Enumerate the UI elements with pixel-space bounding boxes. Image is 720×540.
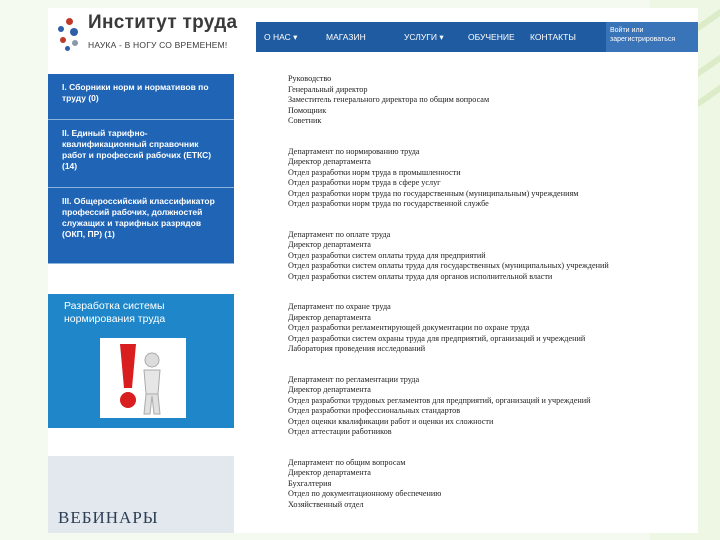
list-item: Отдел разработки норм труда по государственным (муниципальным) учреждениям — [288, 188, 579, 198]
list-item: Генеральный директор — [288, 84, 368, 94]
sidebar-item-okpdtr[interactable]: III. Общероссийский классификатор профессий рабочих, должностей служащих и тарифных разрядов (ОКП, ПР) (1) — [48, 188, 234, 264]
promo-title: Разработка системы нормирования труда — [64, 300, 166, 325]
list-item: Отдел оценки квалификации работ и оценки их сложности — [288, 416, 494, 426]
list-item: Отдел разработки систем оплаты труда для государственных (муниципальных) учреждений — [288, 261, 609, 270]
list-item: Помощник — [288, 105, 327, 115]
list-item: Отдел разработки трудовых регламентов для предприятий, организаций и учреждений — [288, 395, 591, 405]
group-regulation — [288, 375, 688, 438]
list-item: Лаборатория проведения исследований — [288, 344, 426, 353]
structure-content — [288, 74, 688, 510]
list-item: Директор департамента — [288, 157, 371, 166]
nav-item-training[interactable]: ОБУЧЕНИЕ — [468, 32, 515, 42]
main-nav — [256, 22, 698, 52]
group-norming — [288, 147, 688, 210]
list-item: Хозяйственный отдел — [288, 499, 364, 509]
list-item: Отдел разработки систем охраны труда для предприятий, организаций и учреждений — [288, 333, 586, 343]
list-item: Отдел разработки норм труда в промышленности — [288, 167, 461, 177]
group-payment — [288, 230, 688, 283]
exclamation-figure-icon — [100, 338, 186, 418]
nav-item-shop[interactable]: МАГАЗИН — [326, 32, 366, 42]
list-item: Директор департамента — [288, 312, 371, 322]
webpage-screenshot — [48, 8, 698, 533]
dept-heading: Департамент по регламентации труда — [288, 374, 420, 384]
list-item: Директор департамента — [288, 468, 371, 477]
list-item: Отдел разработки норм труда в сфере услуг — [288, 178, 441, 187]
logo-title: Институт труда — [88, 12, 238, 33]
chevron-down-icon: ▾ — [293, 32, 298, 42]
list-item: Отдел аттестации работников — [288, 427, 392, 436]
dept-heading: Департамент по общим вопросам — [288, 457, 406, 467]
list-item: Отдел разработки норм труда по государственной службе — [288, 199, 489, 208]
nav-item-about[interactable]: О НАС ▾ — [264, 32, 298, 42]
dept-heading: Департамент по нормированию труда — [288, 146, 420, 156]
dept-heading: Департамент по охране труда — [288, 302, 391, 311]
logo-dots-icon — [56, 16, 86, 52]
promo-image — [100, 338, 186, 418]
list-item: Директор департамента — [288, 385, 371, 394]
webinar-title: ВЕБИНАРЫ — [58, 508, 159, 527]
list-item: Отдел разработки систем оплаты труда для органов исполнительной власти — [288, 271, 553, 281]
dept-heading: Руководство — [288, 74, 332, 83]
list-item: Бухгалтерия — [288, 478, 332, 488]
list-item: Советник — [288, 116, 322, 125]
list-item: Отдел разработки профессиональных стандартов — [288, 406, 461, 415]
site-logo[interactable] — [52, 10, 242, 54]
nav-item-contacts[interactable]: КОНТАКТЫ — [530, 32, 576, 42]
list-item: Директор департамента — [288, 240, 371, 249]
catalog-sidebar — [48, 74, 234, 264]
promo-banner[interactable] — [48, 294, 234, 428]
sidebar-item-etks[interactable]: II. Единый тарифно-квалификационный справочник работ и профессий рабочих (ЕТКС) (14) — [48, 120, 234, 188]
dept-heading: Департамент по оплате труда — [288, 229, 391, 239]
login-register-link[interactable]: Войти или зарегистрироваться — [606, 22, 698, 52]
group-general — [288, 458, 688, 511]
group-safety — [288, 302, 688, 355]
list-item: Заместитель генерального директора по общим вопросам — [288, 95, 490, 104]
chevron-down-icon: ▾ — [439, 32, 444, 42]
webinar-block[interactable] — [48, 456, 234, 533]
nav-item-services[interactable]: УСЛУГИ ▾ — [404, 32, 444, 42]
list-item: Отдел разработки регламентирующей документации по охране труда — [288, 323, 530, 332]
list-item: Отдел разработки систем оплаты труда для предприятий — [288, 250, 486, 260]
sidebar-item-norms[interactable]: I. Сборники норм и нормативов по труду (0) — [48, 74, 234, 120]
logo-subtitle: НАУКА - В НОГУ СО ВРЕМЕНЕМ! — [88, 40, 228, 50]
group-management — [288, 74, 688, 127]
list-item: Отдел по документационному обеспечению — [288, 489, 442, 498]
